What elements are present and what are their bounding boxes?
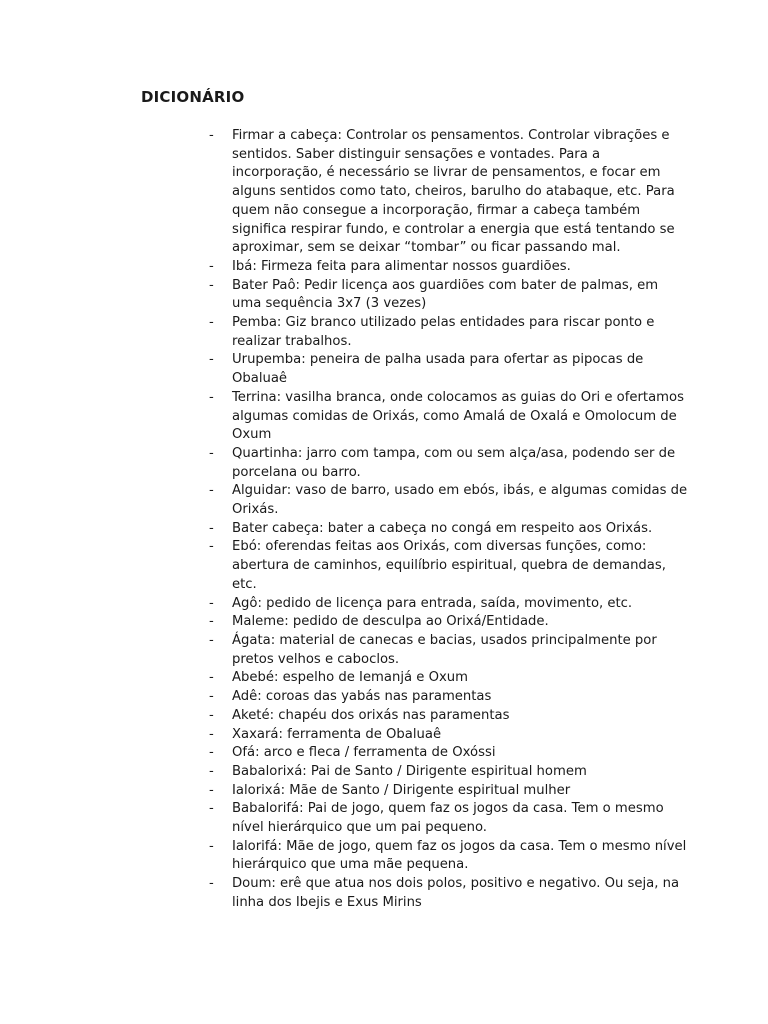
glossary-entry <box>209 258 689 277</box>
glossary-entry-text: Alguidar: vaso de barro, usado em ebós, ibás, e algumas comidas de Orixás. <box>232 483 688 518</box>
glossary-entry <box>209 763 689 782</box>
glossary-entry <box>209 782 689 801</box>
glossary-entry <box>209 277 689 314</box>
glossary-entry-text: Pemba: Giz branco utilizado pelas entidades para riscar ponto e realizar trabalhos. <box>232 315 655 349</box>
glossary-entry <box>209 669 689 688</box>
bullet-dash: - <box>209 763 214 779</box>
bullet-dash: - <box>209 389 214 405</box>
glossary-entry-text: Agô: pedido de licença para entrada, saída, movimento, etc. <box>232 595 633 611</box>
bullet-dash: - <box>209 726 214 742</box>
glossary-entry <box>209 538 689 594</box>
bullet-dash: - <box>209 614 214 630</box>
bullet-dash: - <box>209 520 214 536</box>
bullet-dash: - <box>209 689 214 705</box>
glossary-entry-text: Adê: coroas das yabás nas paramentas <box>232 689 492 705</box>
bullet-dash: - <box>209 670 214 686</box>
glossary-entry <box>209 389 689 445</box>
glossary-entry <box>209 351 689 388</box>
glossary-entry <box>209 314 689 351</box>
glossary-entry-text: Firmar a cabeça: Controlar os pensamentos. Controlar vibrações e sentidos. Saber distinguir sensações e vontades. Para a incorporação, é necessário se livrar de pensamentos, e focar em alguns sentidos como tato, cheiros, barulho do atabaque, etc. Para quem não consegue a incorporação, firmar a cabeça também significa respirar fundo, e controlar a energia que está tentando se aproximar, sem se deixar “tombar” ou ficar passando mal. <box>232 128 675 256</box>
glossary-entry-text: Terrina: vasilha branca, onde colocamos as guias do Ori e ofertamos algumas comidas de Orixás, como Amalá de Oxalá e Omolocum de Oxum <box>232 389 684 443</box>
glossary-entry-text: Urupemba: peneira de palha usada para ofertar as pipocas de Obaluaê <box>232 352 644 387</box>
glossary-entry-text: Ofá: arco e fleca / ferramenta de Oxóssi <box>232 745 496 761</box>
glossary-entry <box>209 632 689 669</box>
glossary-list <box>209 127 689 913</box>
glossary-entry-text: Doum: erê que atua nos dois polos, positivo e negativo. Ou seja, na linha dos Ibejis e Exus Mirins <box>232 876 680 910</box>
glossary-entry <box>209 445 689 482</box>
bullet-dash: - <box>209 707 214 723</box>
glossary-entry <box>209 726 689 745</box>
glossary-entry <box>209 127 689 258</box>
bullet-dash: - <box>209 445 214 461</box>
glossary-entry <box>209 520 689 539</box>
bullet-dash: - <box>209 782 214 798</box>
glossary-entry-text: Aketé: chapéu dos orixás nas paramentas <box>232 707 510 723</box>
bullet-dash: - <box>209 595 214 611</box>
glossary-entry-text: Maleme: pedido de desculpa ao Orixá/Entidade. <box>232 614 549 630</box>
glossary-entry-text: Ialorixá: Mãe de Santo / Dirigente espiritual mulher <box>232 782 571 798</box>
glossary-entry-text: Quartinha: jarro com tampa, com ou sem alça/asa, podendo ser de porcelana ou barro. <box>232 445 676 480</box>
glossary-entry-text: Bater Paô: Pedir licença aos guardiões com bater de palmas, em uma sequência 3x7 (3 vezes) <box>232 277 659 312</box>
glossary-entry-text: Babalorifá: Pai de jogo, quem faz os jogos da casa. Tem o mesmo nível hierárquico que um pai pequeno. <box>232 801 664 836</box>
bullet-dash: - <box>209 632 214 648</box>
bullet-dash: - <box>209 258 214 274</box>
glossary-entry <box>209 595 689 614</box>
bullet-dash: - <box>209 128 214 143</box>
bullet-dash: - <box>209 876 214 892</box>
bullet-dash: - <box>209 352 214 368</box>
glossary-entry <box>209 838 689 875</box>
glossary-entry-text: Ágata: material de canecas e bacias, usados principalmente por pretos velhos e caboclos. <box>232 632 657 667</box>
bullet-dash: - <box>209 801 214 817</box>
glossary-entry <box>209 613 689 632</box>
bullet-dash: - <box>209 745 214 761</box>
bullet-dash: - <box>209 483 214 499</box>
glossary-entry <box>209 707 689 726</box>
bullet-dash: - <box>209 277 214 293</box>
document-title: DICIONÁRIO <box>141 88 245 106</box>
glossary-entry-text: Bater cabeça: bater a cabeça no congá em respeito aos Orixás. <box>232 520 653 536</box>
glossary-entry-text: Abebé: espelho de Iemanjá e Oxum <box>232 670 468 686</box>
glossary-entry-text: Ibá: Firmeza feita para alimentar nossos guardiões. <box>232 258 571 274</box>
glossary-entry-text: Xaxará: ferramenta de Obaluaê <box>232 726 442 742</box>
glossary-entry <box>209 688 689 707</box>
bullet-dash: - <box>209 315 214 331</box>
glossary-entry-text: Ialorifá: Mãe de jogo, quem faz os jogos da casa. Tem o mesmo nível hierárquico que uma mãe pequena. <box>232 838 687 873</box>
bullet-dash: - <box>209 838 214 854</box>
glossary-entry <box>209 744 689 763</box>
glossary-entry-text: Ebó: oferendas feitas aos Orixás, com diversas funções, como: abertura de caminhos, equilíbrio espiritual, quebra de demandas, etc. <box>232 539 666 592</box>
glossary-entry <box>209 875 689 912</box>
glossary-entry-text: Babalorixá: Pai de Santo / Dirigente espiritual homem <box>232 763 587 779</box>
glossary-entry <box>209 482 689 519</box>
glossary-entry <box>209 800 689 837</box>
bullet-dash: - <box>209 539 214 555</box>
